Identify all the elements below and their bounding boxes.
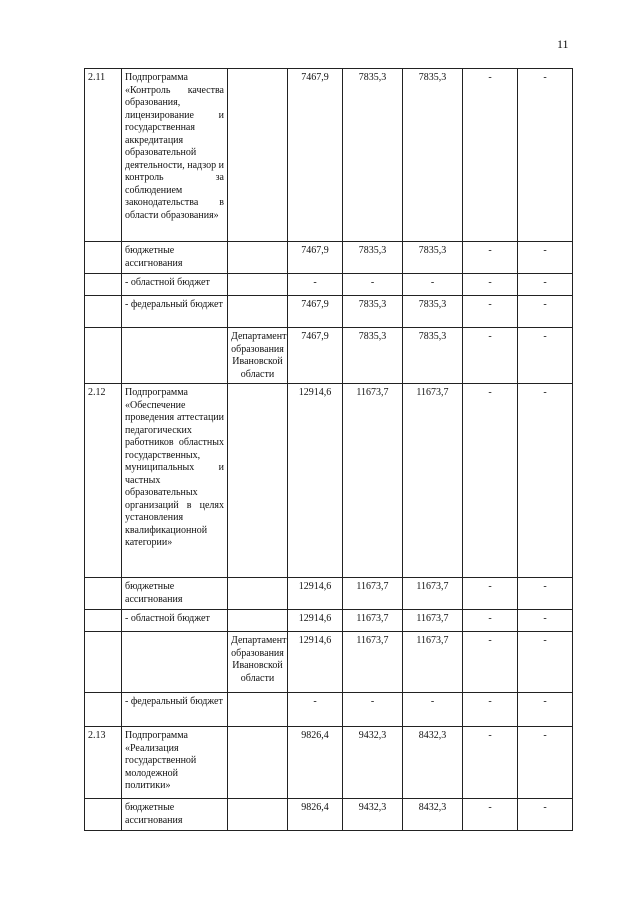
row-code-cell: 2.11 [85,69,122,242]
value-cell-5: - [518,384,573,578]
value-cell-3: 7835,3 [403,296,463,328]
program-name-cell: Подпрограмма «Обеспечение проведения аттестации педагогических работников областных государственных, муниципальных и частных образовательных организаций в целях установления квалификационной категории» [122,384,228,578]
row-code-cell: 2.12 [85,384,122,578]
value-cell-2: 7835,3 [343,242,403,274]
value-cell-3: - [403,693,463,727]
value-cell-5: - [518,693,573,727]
value-cell-2: 11673,7 [343,610,403,632]
executor-cell [228,274,288,296]
value-cell-5: - [518,274,573,296]
value-cell-3: 7835,3 [403,242,463,274]
budget-table [84,68,573,831]
value-cell-2: - [343,274,403,296]
executor-cell: Департамент образования Ивановской области [228,632,288,693]
value-cell-4: - [463,296,518,328]
value-cell-3: 11673,7 [403,610,463,632]
value-cell-1: - [288,274,343,296]
table-row [85,296,573,328]
row-code-cell [85,296,122,328]
program-name-cell: - областной бюджет [122,274,228,296]
program-name-cell: бюджетные ассигнования [122,242,228,274]
executor-cell [228,296,288,328]
value-cell-2: 7835,3 [343,69,403,242]
value-cell-1: - [288,693,343,727]
table-row [85,799,573,831]
table-row [85,632,573,693]
row-code-cell: 2.13 [85,727,122,799]
row-code-cell [85,610,122,632]
executor-cell [228,610,288,632]
value-cell-1: 12914,6 [288,632,343,693]
row-code-cell [85,693,122,727]
program-name-cell [122,328,228,384]
value-cell-2: - [343,693,403,727]
value-cell-5: - [518,69,573,242]
executor-cell [228,242,288,274]
value-cell-5: - [518,578,573,610]
table-row [85,69,573,242]
row-code-cell [85,799,122,831]
value-cell-1: 7467,9 [288,242,343,274]
value-cell-4: - [463,610,518,632]
executor-cell: Департамент образования Ивановской области [228,328,288,384]
program-name-cell: - федеральный бюджет [122,296,228,328]
program-name-cell: Подпрограмма «Контроль качества образования, лицензирование и государственная аккредитация образовательной деятельности, надзор и контроль за соблюдением законодательства в области образования» [122,69,228,242]
executor-cell [228,69,288,242]
value-cell-4: - [463,727,518,799]
value-cell-3: 7835,3 [403,328,463,384]
program-name-cell [122,632,228,693]
value-cell-3: 8432,3 [403,799,463,831]
value-cell-1: 9826,4 [288,727,343,799]
value-cell-1: 7467,9 [288,328,343,384]
value-cell-1: 7467,9 [288,69,343,242]
table-row [85,274,573,296]
table-row [85,727,573,799]
table-row [85,578,573,610]
table-row [85,242,573,274]
executor-cell [228,799,288,831]
value-cell-2: 11673,7 [343,578,403,610]
value-cell-5: - [518,632,573,693]
value-cell-1: 9826,4 [288,799,343,831]
value-cell-5: - [518,242,573,274]
value-cell-1: 7467,9 [288,296,343,328]
table-row [85,384,573,578]
value-cell-2: 11673,7 [343,632,403,693]
value-cell-4: - [463,69,518,242]
value-cell-3: - [403,274,463,296]
value-cell-3: 11673,7 [403,578,463,610]
value-cell-2: 7835,3 [343,296,403,328]
value-cell-1: 12914,6 [288,384,343,578]
value-cell-4: - [463,693,518,727]
row-code-cell [85,632,122,693]
value-cell-4: - [463,632,518,693]
program-name-cell: Подпрограмма «Реализация государственной молодежной политики» [122,727,228,799]
executor-cell [228,384,288,578]
value-cell-4: - [463,328,518,384]
value-cell-5: - [518,328,573,384]
row-code-cell [85,274,122,296]
value-cell-5: - [518,296,573,328]
table-row [85,610,573,632]
value-cell-5: - [518,727,573,799]
row-code-cell [85,242,122,274]
value-cell-4: - [463,242,518,274]
value-cell-5: - [518,610,573,632]
value-cell-4: - [463,578,518,610]
value-cell-2: 9432,3 [343,727,403,799]
executor-cell [228,693,288,727]
table-row [85,693,573,727]
value-cell-4: - [463,384,518,578]
program-name-cell: бюджетные ассигнования [122,578,228,610]
program-name-cell: - федеральный бюджет [122,693,228,727]
table-row [85,328,573,384]
page-number: 11 [557,37,569,51]
value-cell-4: - [463,799,518,831]
program-name-cell: - областной бюджет [122,610,228,632]
executor-cell [228,727,288,799]
row-code-cell [85,328,122,384]
row-code-cell [85,578,122,610]
value-cell-3: 11673,7 [403,632,463,693]
value-cell-3: 11673,7 [403,384,463,578]
value-cell-1: 12914,6 [288,610,343,632]
value-cell-2: 9432,3 [343,799,403,831]
value-cell-3: 8432,3 [403,727,463,799]
program-name-cell: бюджетные ассигнования [122,799,228,831]
value-cell-5: - [518,799,573,831]
value-cell-2: 11673,7 [343,384,403,578]
value-cell-3: 7835,3 [403,69,463,242]
value-cell-1: 12914,6 [288,578,343,610]
value-cell-2: 7835,3 [343,328,403,384]
executor-cell [228,578,288,610]
value-cell-4: - [463,274,518,296]
